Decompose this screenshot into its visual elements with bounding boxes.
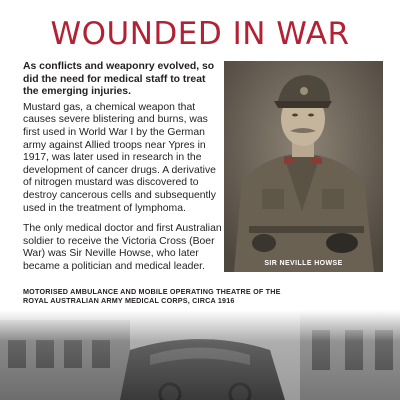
ambulance-photo <box>0 310 400 400</box>
ambulance-caption: MOTORISED AMBULANCE AND MOBILE OPERATING THEATRE OF THE ROYAL AUSTRALIAN ARMY MEDICAL CORPS, CIRCA 1916 <box>23 287 281 305</box>
portrait-illustration <box>224 61 383 272</box>
paragraph-neville-howse: The only medical doctor and first Australian soldier to receive the Victoria Cross (Boer War) was Sir Neville Howse, who later became a politician and medical leader. <box>23 223 222 272</box>
body-text-column <box>23 61 223 282</box>
page-title: WOUNDED IN WAR <box>50 16 350 52</box>
paragraph-mustard-gas: Mustard gas, a chemical weapon that causes severe blistering and burns, was first used in World War I by the German army against Allied troops near Ypres in 1917, was later used in research in the development of cancer drugs. A derivative of nitrogen mustard was discovered to destroy cancerous cells and subsequently used in the treatment of lymphoma. <box>23 101 216 214</box>
lead-paragraph: As conflicts and weaponry evolved, so did the need for medical staff to treat the emerging injuries. <box>23 61 215 98</box>
portrait-photo <box>224 61 383 272</box>
portrait-caption: SIR NEVILLE HOWSE <box>264 260 343 267</box>
ambulance-illustration <box>0 310 400 400</box>
